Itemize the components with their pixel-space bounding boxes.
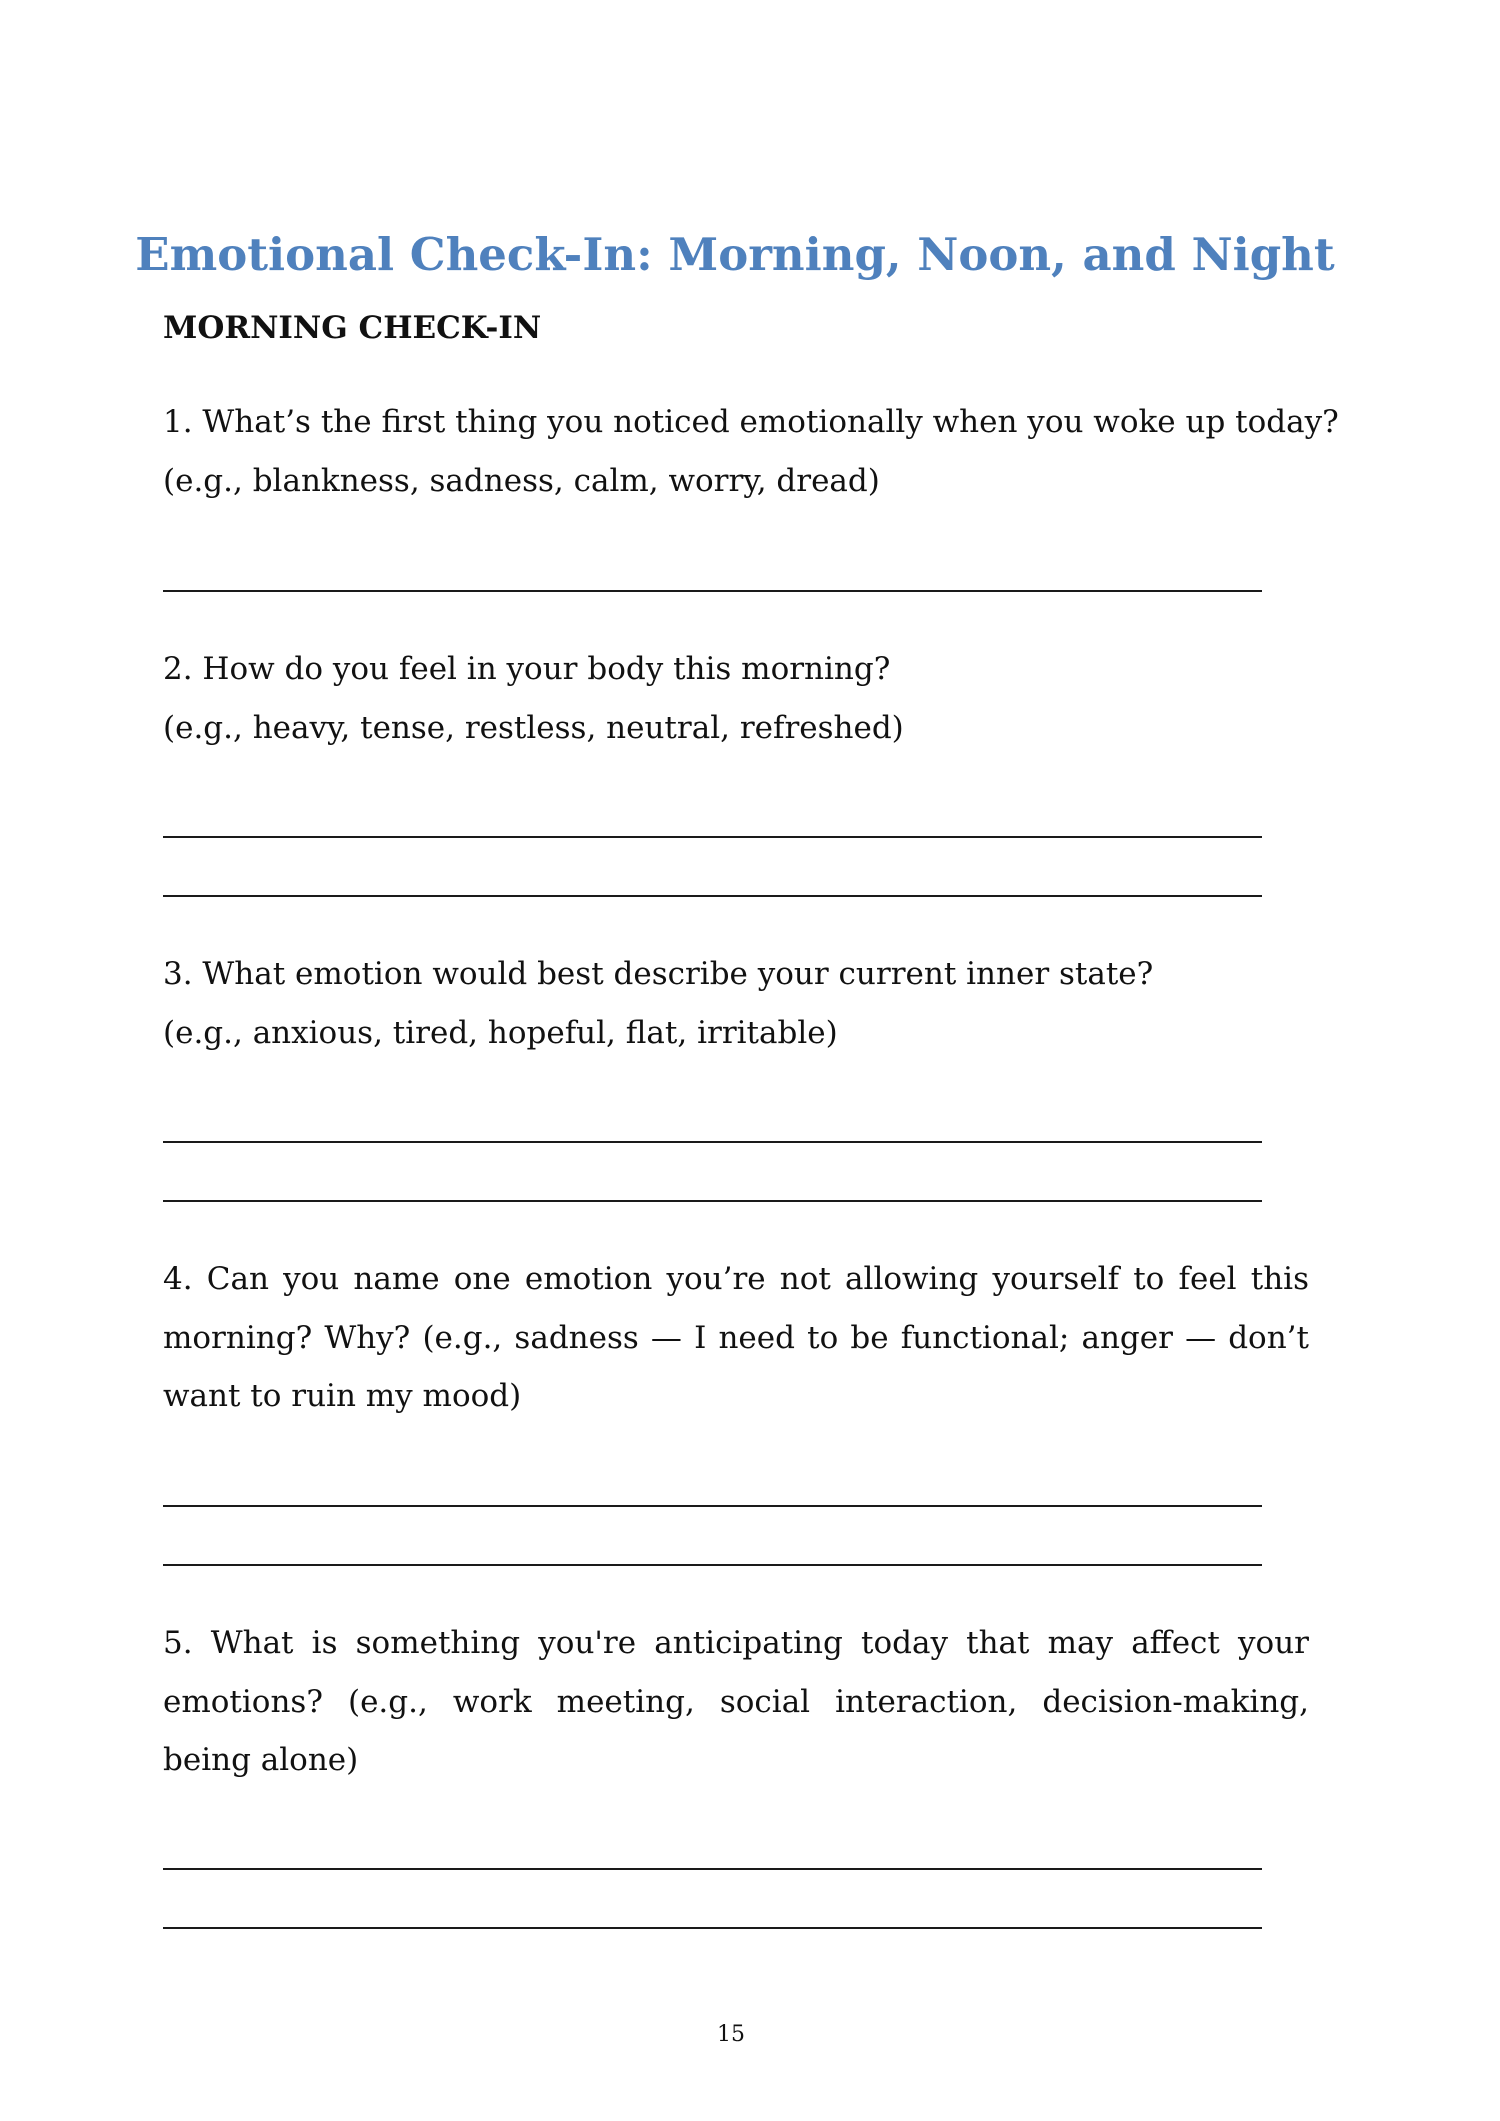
section-heading-morning: MORNING CHECK-IN bbox=[163, 310, 542, 346]
answer-line-5a[interactable] bbox=[163, 1868, 1262, 1870]
question-1 bbox=[163, 393, 1339, 510]
answer-line-1a[interactable] bbox=[163, 590, 1262, 592]
question-3 bbox=[163, 945, 1309, 1062]
page-number: 15 bbox=[717, 2022, 745, 2047]
question-2-examples: (e.g., heavy, tense, restless, neutral, refreshed) bbox=[163, 709, 904, 746]
question-3-prompt: 3. What emotion would best describe your current inner state? bbox=[163, 956, 1154, 992]
question-3-examples: (e.g., anxious, tired, hopeful, flat, irritable) bbox=[163, 1014, 838, 1051]
question-5-prompt: 5. What is something you're anticipating today that may affect your emotions? (e.g., work meeting, social interaction, decision-making, being alone) bbox=[163, 1625, 1309, 1778]
question-1-prompt: 1. What’s the first thing you noticed emotionally when you woke up today? bbox=[163, 404, 1339, 440]
answer-line-2b[interactable] bbox=[163, 895, 1262, 897]
question-1-examples: (e.g., blankness, sadness, calm, worry, dread) bbox=[163, 462, 880, 499]
page-title: Emotional Check-In: Morning, Noon, and Night bbox=[135, 228, 1335, 282]
answer-line-4a[interactable] bbox=[163, 1505, 1262, 1507]
question-4 bbox=[163, 1250, 1309, 1426]
answer-line-5b[interactable] bbox=[163, 1927, 1262, 1929]
question-2 bbox=[163, 640, 1309, 757]
answer-line-3b[interactable] bbox=[163, 1200, 1262, 1202]
question-5 bbox=[163, 1614, 1309, 1790]
answer-line-3a[interactable] bbox=[163, 1141, 1262, 1143]
answer-line-2a[interactable] bbox=[163, 836, 1262, 838]
question-2-prompt: 2. How do you feel in your body this morning? bbox=[163, 651, 891, 687]
question-4-prompt: 4. Can you name one emotion you’re not allowing yourself to feel this morning? Why? (e.g., sadness — I need to be functional; anger — don’t want to ruin my mood) bbox=[163, 1261, 1309, 1414]
answer-line-4b[interactable] bbox=[163, 1564, 1262, 1566]
